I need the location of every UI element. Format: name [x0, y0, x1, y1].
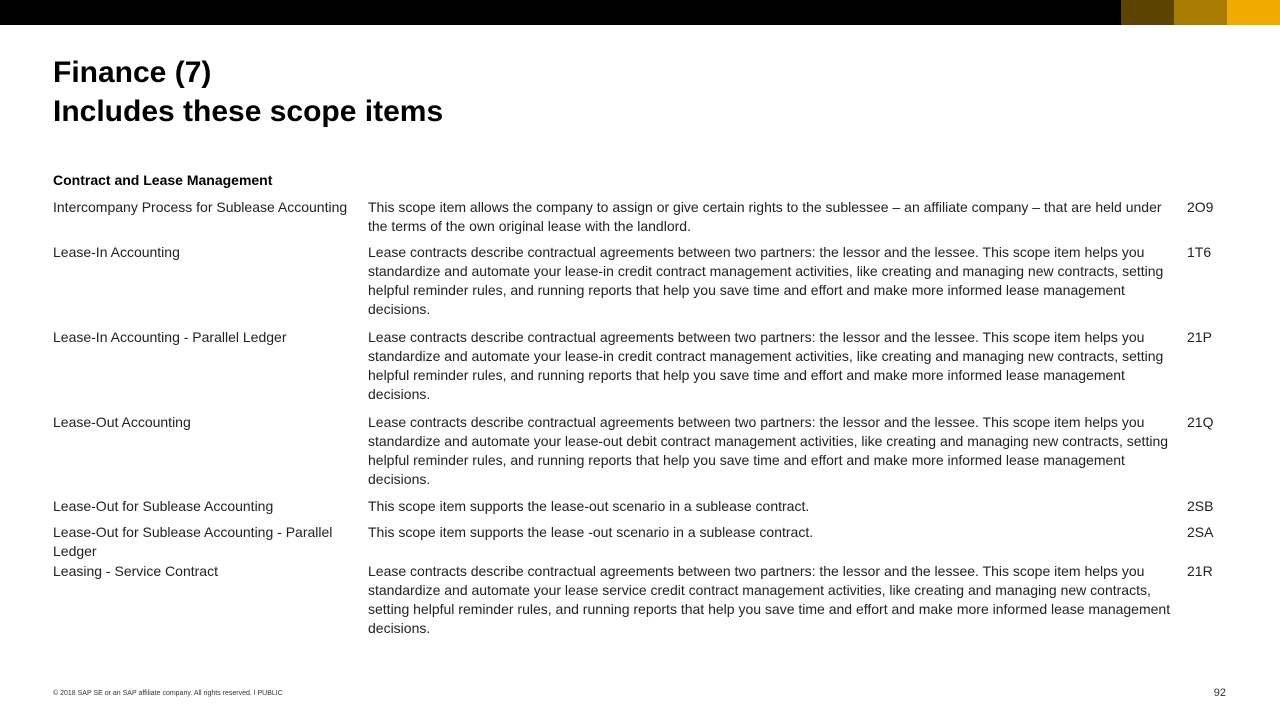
scope-item-description: This scope item allows the company to assign or give certain rights to the sublessee – an affiliate company – that are held under the terms of the own original lease with the landlord. [368, 199, 1162, 234]
scope-item-id: 2O9 [1187, 199, 1214, 215]
scope-item-description: Lease contracts describe contractual agreements between two partners: the lessor and the lessee. This scope item helps you standardize and automate your lease-in credit contract management activities, like creating and managing new contracts, setting helpful reminder rules, and running reports that help you save time and effort and make more informed lease management decisions. [368, 244, 1164, 317]
page-number: 92 [1213, 687, 1226, 699]
section-heading: Contract and Lease Management [53, 172, 273, 188]
scope-item-name: Lease-Out Accounting [53, 414, 191, 430]
scope-item-id: 1T6 [1187, 244, 1212, 260]
scope-item-description: Lease contracts describe contractual agreements between two partners: the lessor and the lessee. This scope item helps you standardize and automate your lease-in credit contract management activities, like creating and managing new contracts, setting helpful reminder rules, and running reports that help you save time and effort and make more informed lease management decisions. [368, 329, 1164, 402]
scope-item-name: Lease-In Accounting - Parallel Ledger [53, 329, 287, 345]
scope-item-id: 2SB [1187, 498, 1214, 514]
scope-item-name: Lease-In Accounting [53, 244, 180, 260]
scope-item-name: Intercompany Process for Sublease Accounting [53, 199, 348, 215]
page-title: Finance (7) [53, 56, 212, 89]
accent-swatch-dark [1121, 0, 1174, 25]
scope-item-name: Lease-Out for Sublease Accounting [53, 498, 274, 514]
scope-item-id: 21Q [1187, 414, 1214, 430]
scope-item-id: 21P [1187, 329, 1212, 345]
scope-item-id: 2SA [1187, 524, 1214, 540]
scope-item-description: This scope item supports the lease -out scenario in a sublease contract. [368, 524, 814, 540]
scope-item-name: Leasing - Service Contract [53, 563, 218, 579]
scope-item-description: Lease contracts describe contractual agreements between two partners: the lessor and the lessee. This scope item helps you standardize and automate your lease-out debit contract management activities, like creating and managing new contracts, setting helpful reminder rules, and running reports that help you save time and effort and make more informed lease management decisions. [368, 414, 1169, 487]
scope-item-id: 21R [1187, 563, 1213, 579]
page-subtitle: Includes these scope items [53, 95, 444, 128]
copyright-footer: © 2018 SAP SE or an SAP affiliate company. All rights reserved. ǀ PUBLIC [53, 690, 283, 697]
top-bar [0, 0, 1280, 25]
accent-swatch-medium [1174, 0, 1227, 25]
scope-item-description: Lease contracts describe contractual agreements between two partners: the lessor and the lessee. This scope item helps you standardize and automate your lease service credit contract management activities, like creating and managing new contracts, setting helpful reminder rules, and running reports that help you save time and effort and make more informed lease management decisions. [368, 563, 1171, 636]
scope-item-name: Lease-Out for Sublease Accounting - Parallel Ledger [53, 524, 333, 559]
accent-swatch-light [1227, 0, 1280, 25]
scope-item-description: This scope item supports the lease-out scenario in a sublease contract. [368, 498, 810, 514]
